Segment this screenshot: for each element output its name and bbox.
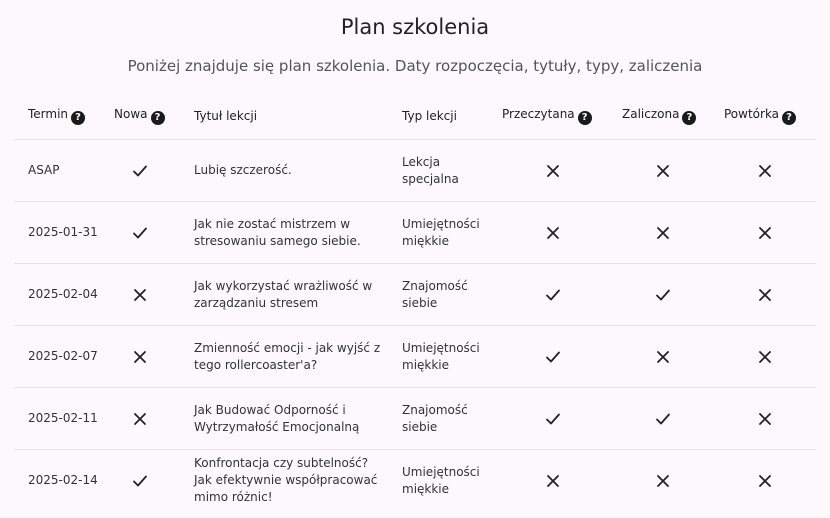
table-row: [14, 388, 816, 450]
cell-passed: [612, 388, 714, 450]
cell-title: Jak wykorzystać wrażliwość w zarządzaniu stresem: [180, 264, 388, 326]
cell-title: Konfrontacja czy subtelność? Jak efektywnie współpracować mimo różnic!: [194, 456, 378, 504]
cell-read: [494, 202, 612, 264]
cell-new: [100, 388, 180, 450]
table-row: [14, 140, 816, 202]
cell-new: [100, 140, 180, 202]
help-icon[interactable]: ?: [782, 111, 796, 125]
cell-passed: [612, 326, 714, 388]
cell-repeat: [714, 140, 816, 202]
cell-read: [494, 450, 612, 512]
cell-title: Jak Budować Odporność i Wytrzymałość Emocjonalną: [180, 388, 388, 450]
cell-type: Umiejętności miękkie: [388, 202, 494, 264]
cell-date: 2025-02-14: [28, 473, 98, 487]
cell-new: [100, 202, 180, 264]
help-icon[interactable]: ?: [578, 111, 592, 125]
column-header-tytul: Tytuł lekcji: [180, 92, 388, 140]
cross-icon: [757, 411, 773, 427]
cell-read: [494, 264, 612, 326]
check-icon: [132, 225, 148, 241]
table-row: [14, 264, 816, 326]
table-row: [14, 202, 816, 264]
cell-repeat: [714, 264, 816, 326]
cross-icon: [132, 287, 148, 303]
cell-date: 2025-02-07: [14, 326, 100, 388]
cell-new: [100, 450, 180, 512]
cross-icon: [757, 163, 773, 179]
cell-passed: [612, 202, 714, 264]
cell-passed: [612, 140, 714, 202]
cell-date: 2025-01-31: [14, 202, 100, 264]
cell-date: 2025-02-04: [14, 264, 100, 326]
column-header-termin: Termin ?: [14, 92, 100, 140]
cell-read: [494, 388, 612, 450]
cross-icon: [132, 349, 148, 365]
column-header-przeczytana: Przeczytana ?: [494, 92, 612, 140]
cell-title: Jak nie zostać mistrzem w stresowaniu samego siebie.: [180, 202, 388, 264]
cell-type: Umiejętności miękkie: [402, 464, 480, 496]
cross-icon: [545, 163, 561, 179]
cell-title: Lubię szczerość.: [180, 140, 388, 202]
table-row: [14, 450, 816, 512]
column-header-typ: Typ lekcji: [388, 92, 494, 140]
cross-icon: [545, 473, 561, 489]
cell-type: Umiejętności miękkie: [388, 326, 494, 388]
cell-repeat: [714, 202, 816, 264]
training-plan-table: [14, 92, 816, 511]
cross-icon: [655, 349, 671, 365]
cell-date: 2025-02-11: [14, 388, 100, 450]
help-icon[interactable]: ?: [151, 111, 165, 125]
cross-icon: [655, 473, 671, 489]
cell-date: ASAP: [14, 140, 100, 202]
cell-title: Zmienność emocji - jak wyjść z tego rollercoaster'a?: [180, 326, 388, 388]
cross-icon: [655, 225, 671, 241]
cell-type: Znajomość siebie: [388, 388, 494, 450]
table-row: [14, 326, 816, 388]
cell-type: Lekcja specjalna: [388, 140, 494, 202]
cross-icon: [757, 473, 773, 489]
help-icon[interactable]: ?: [682, 111, 696, 125]
cross-icon: [757, 225, 773, 241]
help-icon[interactable]: ?: [71, 111, 85, 125]
table-body: [14, 140, 816, 512]
table-header-row: [14, 92, 816, 140]
cell-type: Znajomość siebie: [388, 264, 494, 326]
cell-new: [100, 264, 180, 326]
cell-read: [494, 140, 612, 202]
column-header-powtorka: Powtórka ?: [714, 92, 816, 140]
cell-new: [100, 326, 180, 388]
check-icon: [655, 287, 671, 303]
cell-repeat: [714, 450, 816, 512]
cross-icon: [545, 225, 561, 241]
page-subtitle: Poniżej znajduje się plan szkolenia. Daty rozpoczęcia, tytuły, typy, zaliczenia: [127, 57, 703, 75]
cross-icon: [655, 163, 671, 179]
cross-icon: [757, 349, 773, 365]
cell-passed: [612, 450, 714, 512]
cell-read: [494, 326, 612, 388]
column-header-nowa: Nowa ?: [100, 92, 180, 140]
cross-icon: [757, 287, 773, 303]
cell-passed: [612, 264, 714, 326]
cell-repeat: [714, 388, 816, 450]
cell-repeat: [714, 326, 816, 388]
check-icon: [545, 411, 561, 427]
column-header-zaliczona: Zaliczona ?: [612, 92, 714, 140]
check-icon: [132, 163, 148, 179]
check-icon: [655, 411, 671, 427]
check-icon: [545, 349, 561, 365]
cross-icon: [132, 411, 148, 427]
check-icon: [132, 473, 148, 489]
check-icon: [545, 287, 561, 303]
page-title: Plan szkolenia: [340, 15, 490, 39]
